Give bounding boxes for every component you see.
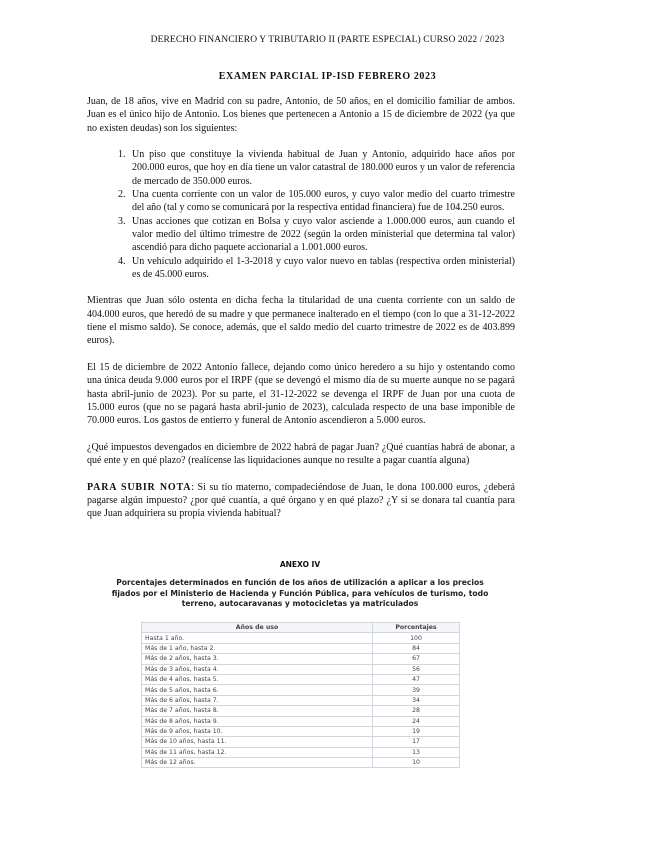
percentage-cell: 47 [373,674,460,684]
years-cell: Más de 11 años, hasta 12. [142,747,373,757]
depreciation-table [141,622,460,768]
paragraph-extra-credit [87,481,515,521]
annex-subtitle: Porcentajes determinados en función de los años de utilización a aplicar a los precios fijados por el Ministerio de Hacienda y Función Pública, para vehículos de turismo, todo terreno, autocaravanas y motocicletas ya matriculados [111,578,489,608]
assets-list [87,148,515,281]
extra-credit-label: PARA SUBIR NOTA [87,481,192,493]
percentage-cell: 34 [373,695,460,705]
table-row [142,674,460,684]
column-header: Porcentajes [373,623,460,633]
years-cell: Más de 6 años, hasta 7. [142,695,373,705]
table-row [142,706,460,716]
list-item: 4. Un vehículo adquirido el 1-3-2018 y cuyo valor nuevo en tablas (respectiva orden ministerial) es de 45.000 euros. [128,255,515,282]
list-item: 1. Un piso que constituye la vivienda habitual de Juan y Antonio, adquirido hace años por 200.000 euros, que hoy en día tiene un valor catastral de 180.000 euros y un valor de referencia de mercado de 350.000 euros. [128,148,515,188]
table-row [142,633,460,643]
document-header: DERECHO FINANCIERO Y TRIBUTARIO II (PARTE ESPECIAL) CURSO 2022 / 2023 [150,35,505,45]
years-cell: Más de 8 años, hasta 9. [142,716,373,726]
table-row [142,695,460,705]
percentage-cell: 39 [373,685,460,695]
column-header: Años de uso [142,623,373,633]
table-row [142,664,460,674]
table-row [142,685,460,695]
paragraph-juan-account: Mientras que Juan sólo ostenta en dicha fecha la titularidad de una cuenta corriente con un saldo de 404.000 euros, que heredó de su madre y que permanece inalterado en el tiempo (con lo que a 31-12-2022 tiene el mismo saldo). Se conoce, además, que el saldo medio del cuarto trimestre de 2022 es de 403.899 euros). [87,295,515,347]
years-cell: Más de 10 años, hasta 11. [142,737,373,747]
percentage-cell: 13 [373,747,460,757]
exam-title: EXAMEN PARCIAL IP-ISD FEBRERO 2023 [218,71,437,82]
percentage-cell: 84 [373,643,460,653]
annex-section [110,560,490,767]
percentage-cell: 67 [373,654,460,664]
percentage-cell: 24 [373,716,460,726]
years-cell: Más de 1 año, hasta 2. [142,643,373,653]
percentage-cell: 56 [373,664,460,674]
list-item: 3. Unas acciones que cotizan en Bolsa y cuyo valor asciende a 1.000.000 euros, aun cuando el valor medio del último trimestre de 2022 (según la orden ministerial que determina tal valor) ascendió para dicho paquete accionarial a 1.001.000 euros. [128,215,515,255]
table-row [142,747,460,757]
percentage-cell: 100 [373,633,460,643]
annex-title: ANEXO IV [279,560,321,569]
years-cell: Más de 2 años, hasta 3. [142,654,373,664]
years-cell: Más de 5 años, hasta 6. [142,685,373,695]
years-cell: Más de 12 años. [142,758,373,768]
extra-credit-text: : Si su tío materno, compadeciéndose de Juan, le dona 100.000 euros, ¿deberá pagarse algún impuesto? ¿por qué cuantía, a qué órgano y en qué plazo? ¿Y si se donara tal cuantía para que Juan adquiriera su propia vivienda habitual? [87,481,515,520]
years-cell: Más de 7 años, hasta 8. [142,706,373,716]
table-row [142,726,460,736]
percentage-cell: 19 [373,726,460,736]
table-row [142,737,460,747]
table-row [142,643,460,653]
years-cell: Más de 9 años, hasta 10. [142,726,373,736]
paragraph-question: ¿Qué impuestos devengados en diciembre de 2022 habrá de pagar Juan? ¿Qué cuantías habrá de abonar, a qué ente y en qué plazo? (realícense las liquidaciones aunque no resulte a pagar cuantía alguna) [87,441,515,467]
table-row [142,758,460,768]
years-cell: Más de 3 años, hasta 4. [142,664,373,674]
years-cell: Hasta 1 año. [142,633,373,643]
percentage-cell: 28 [373,706,460,716]
percentage-cell: 17 [373,737,460,747]
exam-body [87,95,515,534]
years-cell: Más de 4 años, hasta 5. [142,674,373,684]
intro-paragraph: Juan, de 18 años, vive en Madrid con su padre, Antonio, de 50 años, en el domicilio familiar de ambos. Juan es el único hijo de Antonio. Los bienes que pertenecen a Antonio a 15 de diciembre de 2022 (ya que no existen deudas) son los siguientes: [87,96,515,134]
percentage-cell: 10 [373,758,460,768]
list-item: 2. Una cuenta corriente con un valor de 105.000 euros, y cuyo valor medio del cuarto trimestre del año (tal y como se comunicará por la respectiva entidad financiera) fue de 104.250 euros. [128,188,515,215]
table-row [142,716,460,726]
table-row [142,654,460,664]
paragraph-death: El 15 de diciembre de 2022 Antonio fallece, dejando como único heredero a su hijo y ostentando como una única deuda 9.000 euros por el IRPF (que se devengó el mismo día de su muerte aunque no se pagará hasta abril-junio de 2023). Por su parte, el 31-12-2022 se devenga el IRPF de Juan por una cuota de 15.000 euros (que no se pagará hasta abril-junio de 2023), calculada respecto de una base imponible de 70.000 euros. Los gastos de entierro y funeral de Antonio ascendieron a 5.000 euros. [87,361,515,427]
